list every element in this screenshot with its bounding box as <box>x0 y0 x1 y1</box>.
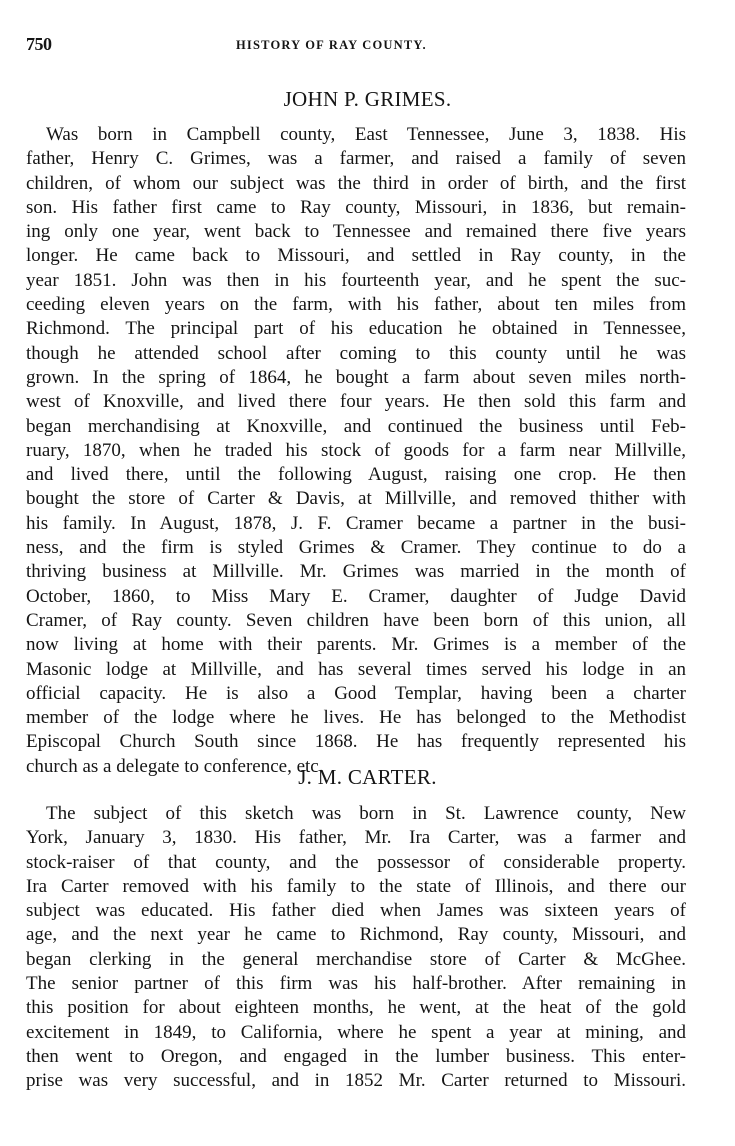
text-line: son. His father first came to Ray county, Missouri, in 1836, but remain- <box>26 196 686 218</box>
text-line: thriving business at Millville. Mr. Grimes was married in the month of <box>26 561 686 583</box>
text-line: church as a delegate to conference, etc. <box>26 755 324 777</box>
text-line: west of Knoxville, and lived there four years. He then sold this farm and <box>26 391 686 413</box>
section-body-j-m-carter <box>26 802 686 1094</box>
text-line: Ira Carter removed with his family to the state of Illinois, and there our <box>26 875 686 897</box>
text-line: now living at home with their parents. Mr. Grimes is a member of the <box>26 634 686 656</box>
section-title-john-p-grimes: JOHN P. GRIMES. <box>283 87 452 111</box>
text-line: Richmond. The principal part of his education he obtained in Tennessee, <box>26 318 686 340</box>
text-line: bought the store of Carter & Davis, at Millville, and removed thither with <box>26 488 686 510</box>
text-line: year 1851. John was then in his fourteenth year, and he spent the suc- <box>26 269 686 291</box>
text-line: and lived there, until the following August, raising one crop. He then <box>26 464 686 486</box>
text-line: Episcopal Church South since 1868. He has frequently represented his <box>26 731 686 753</box>
text-line: began clerking in the general merchandise store of Carter & McGhee. <box>26 948 686 970</box>
text-line: prise was very successful, and in 1852 Mr. Carter returned to Missouri. <box>26 1070 686 1092</box>
text-line: father, Henry C. Grimes, was a farmer, and raised a family of seven <box>26 148 686 170</box>
text-line: Cramer, of Ray county. Seven children have been born of this union, all <box>26 609 686 631</box>
page-number: 750 <box>26 34 52 54</box>
text-line: ness, and the firm is styled Grimes & Cramer. They continue to do a <box>26 537 686 559</box>
text-line: Masonic lodge at Millville, and has several times served his lodge in an <box>26 658 686 680</box>
text-line: children, of whom our subject was the third in order of birth, and the first <box>26 172 686 194</box>
text-line: age, and the next year he came to Richmond, Ray county, Missouri, and <box>26 924 686 946</box>
section-body-john-p-grimes <box>26 123 686 779</box>
text-line: subject was educated. His father died when James was sixteen years of <box>26 900 686 922</box>
text-line: this position for about eighteen months, he went, at the heat of the gold <box>26 997 686 1019</box>
text-line: ruary, 1870, when he traded his stock of goods for a farm near Millville, <box>26 439 686 461</box>
text-line: stock-raiser of that county, and the possessor of considerable property. <box>26 851 686 873</box>
text-line: ing only one year, went back to Tennessee and remained there five years <box>26 221 686 243</box>
running-head <box>26 34 708 58</box>
text-line: though he attended school after coming to this county until he was <box>26 342 686 364</box>
text-line: longer. He came back to Missouri, and settled in Ray county, in the <box>26 245 686 267</box>
running-title: HISTORY OF RAY COUNTY. <box>236 38 427 52</box>
text-line: then went to Oregon, and engaged in the lumber business. This enter- <box>26 1045 686 1067</box>
text-line: began merchandising at Knoxville, and continued the business until Feb- <box>26 415 686 437</box>
text-line: his family. In August, 1878, J. F. Cramer became a partner in the busi- <box>26 512 686 534</box>
text-line: The subject of this sketch was born in St. Lawrence county, New <box>46 803 686 824</box>
text-line: October, 1860, to Miss Mary E. Cramer, daughter of Judge David <box>26 585 686 607</box>
text-line: Was born in Campbell county, East Tennessee, June 3, 1838. His <box>46 124 686 145</box>
text-line: York, January 3, 1830. His father, Mr. Ira Carter, was a farmer and <box>26 827 686 849</box>
section-title-j-m-carter: J. M. CARTER. <box>298 765 437 789</box>
text-line: member of the lodge where he lives. He has belonged to the Methodist <box>26 707 686 729</box>
text-line: excitement in 1849, to California, where he spent a year at mining, and <box>26 1021 686 1043</box>
text-line: grown. In the spring of 1864, he bought a farm about seven miles north- <box>26 366 686 388</box>
text-line: official capacity. He is also a Good Templar, having been a charter <box>26 682 686 704</box>
text-line: ceeding eleven years on the farm, with his father, about ten miles from <box>26 294 686 316</box>
text-line: The senior partner of this firm was his half-brother. After remaining in <box>26 973 686 995</box>
